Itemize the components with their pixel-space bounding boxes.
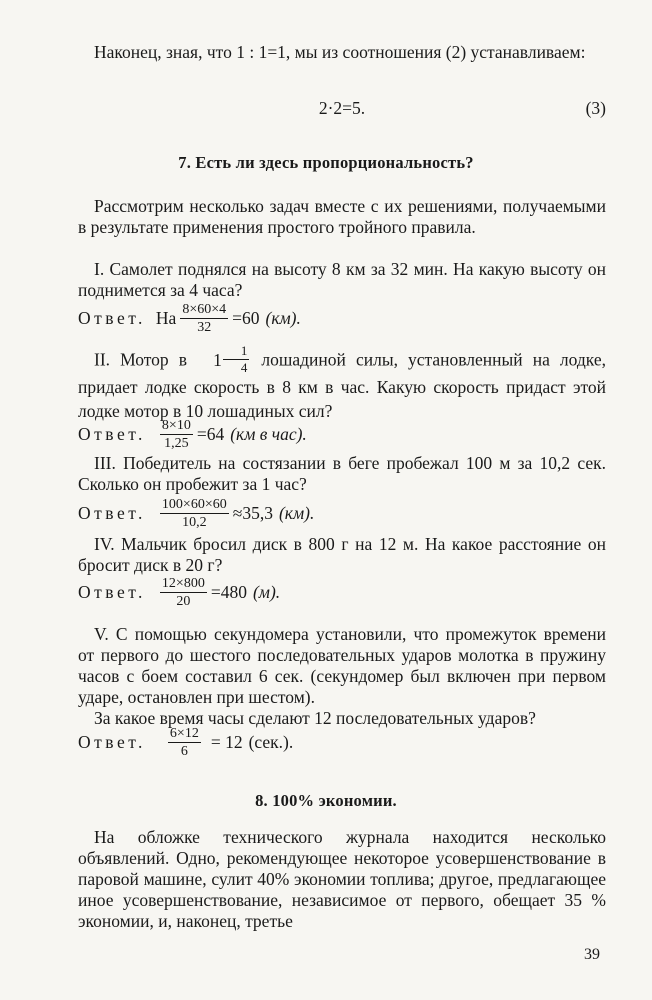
problem-2-answer: [78, 418, 307, 451]
fraction-numerator: 100×60×60: [161, 497, 227, 512]
answer-label: Ответ.: [78, 308, 146, 328]
section-7-intro: Рассмотрим несколько задач вместе с их решениями, получаемыми в результате применения простого тройного правила.: [78, 196, 606, 237]
answer-fraction: [160, 576, 207, 609]
mixed-fraction: [223, 344, 250, 375]
problem-2-text: [78, 344, 606, 423]
problem-4-answer: [78, 576, 280, 609]
equation-3: [78, 98, 606, 119]
fraction-denominator: 6: [180, 744, 188, 759]
mixed-whole: 1: [213, 349, 222, 370]
answer-result: =64: [196, 424, 225, 444]
mixed-numerator: 1: [223, 344, 250, 360]
answer-unit: (м).: [252, 582, 281, 602]
page-number: 39: [584, 946, 600, 963]
section-8-heading: 8. 100% экономии.: [255, 791, 397, 810]
answer-unit: (км в час).: [230, 424, 307, 444]
problem-3-answer: [78, 497, 314, 530]
answer-label: Ответ.: [78, 424, 146, 444]
equation-number: (3): [585, 98, 606, 118]
answer-result: = 12: [210, 732, 243, 752]
mixed-number: [197, 344, 251, 375]
answer-unit: (км).: [278, 503, 315, 523]
problem-1-text: I. Самолет поднялся на высоту 8 км за 32 мин. На какую высоту он поднимется за 4 часа?: [78, 259, 606, 300]
problem-2-text-before: II. Мотор в: [94, 349, 187, 370]
problem-2-text-after: лошадиной силы, установленный на лодке, придает лодке скорость в 8 км в час. Какую скорость придаст этой лодке мотор в 10 лошадиных сил?: [78, 349, 607, 421]
answer-fraction: [180, 302, 228, 335]
answer-fraction: [160, 418, 193, 451]
fraction-denominator: 10,2: [182, 515, 207, 530]
answer-label: Ответ.: [78, 732, 146, 752]
answer-result: =480: [210, 582, 247, 602]
problem-1-answer: [78, 302, 301, 335]
answer-label: Ответ.: [78, 503, 146, 523]
problem-4-text: IV. Мальчик бросил диск в 800 г на 12 м. На какое расстояние он бросит диск в 20 г?: [78, 534, 606, 575]
answer-label: Ответ.: [78, 582, 146, 602]
answer-unit: (км).: [265, 308, 301, 328]
fraction-numerator: 8×60×4: [182, 302, 227, 317]
answer-result: ≈35,3: [232, 503, 273, 523]
fraction-denominator: 20: [176, 594, 191, 609]
fraction-numerator: 8×10: [161, 418, 191, 433]
problem-5-question: За какое время часы сделают 12 последовательных ударов?: [94, 708, 536, 728]
answer-result: =60: [232, 308, 260, 328]
answer-fraction: [160, 497, 229, 530]
intro-paragraph: Наконец, зная, что 1 : 1=1, мы из соотношения (2) устанавливаем:: [94, 42, 586, 62]
answer-fraction: [168, 726, 201, 759]
answer-unit: (сек.).: [248, 732, 294, 752]
fraction-denominator: 32: [197, 320, 212, 335]
problem-5-answer: [78, 726, 293, 759]
equation-text: 2·2=5.: [318, 98, 366, 118]
section-7-heading: 7. Есть ли здесь пропорциональность?: [178, 153, 474, 172]
problem-5-text: V. С помощью секундомера установили, что промежуток времени от первого до шестого последовательных ударов молотка в пружину часов с боем составил 6 сек. (секундомер был включен при первом ударе, остановлен при шестом).: [78, 624, 606, 707]
fraction-numerator: 12×800: [161, 576, 205, 591]
answer-prefix: На: [155, 308, 177, 328]
mixed-denominator: 4: [240, 360, 248, 375]
problem-3-text: III. Победитель на состязании в беге пробежал 100 м за 10,2 сек. Сколько он пробежит за 1 час?: [78, 453, 606, 494]
fraction-numerator: 6×12: [169, 726, 199, 741]
fraction-denominator: 1,25: [164, 436, 189, 451]
section-8-paragraph: На обложке технического журнала находится несколько объявлений. Одно, рекомендующее некоторое усовершенствование в паровой машине, сулит 40% экономии топлива; другое, предлагающее иное усовершенствование, независимое от первого, обещает 35 % экономии, и, наконец, третье: [78, 827, 606, 931]
